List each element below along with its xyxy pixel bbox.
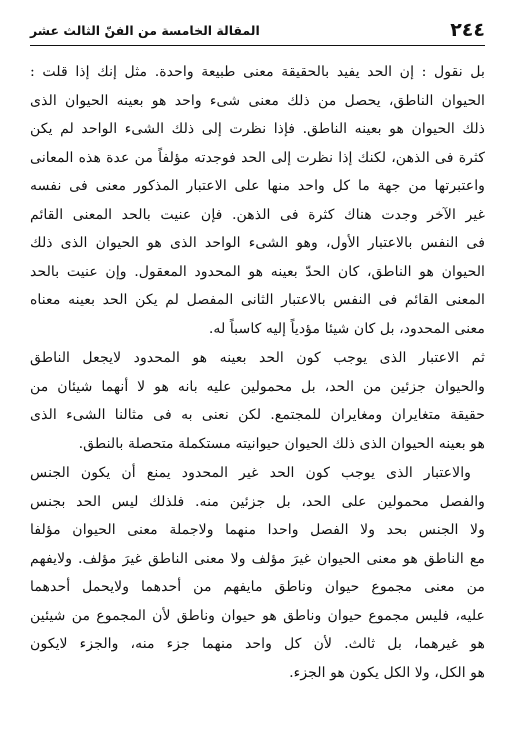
paragraph-1	[30, 58, 485, 343]
text-line: كثرة فى الذهن، لكنك إذا نظرت إلى الحد فوجدته مؤلفاً من عدة هذه المعانى	[30, 149, 485, 166]
text-line: بل نقول : إن الحد يفيد بالحقيقة معنى طبيعة واحدة. مثل إنك إذا قلت :	[30, 64, 485, 80]
text-line: والاعتبار الذى يوجب كون الحد غير المحدود يمنع أن يكون الجنس	[30, 465, 471, 481]
text-line: عليه، فليس مجموع حيوان وناطق هو حيوان وناطق لأن المجموع من شيئين	[30, 607, 485, 624]
text-body	[30, 58, 485, 687]
running-title: المقالة الخامسة من الفنّ الثالث عشر	[30, 23, 260, 38]
paragraph-3	[30, 459, 485, 687]
text-line: معنى المحدود، بل كان شيئا مؤدياً إليه كاسباً له.	[208, 320, 485, 337]
header-rule	[30, 45, 485, 46]
text-line: مع الناطق هو معنى الحيوان غيرَ مؤلف ولا معنى الناطق غيرَ مؤلف. ولايفهم	[30, 550, 485, 567]
text-line: ثم الاعتبار الذى يوجب كون الحد بعينه هو المحدود لايجعل الناطق	[30, 350, 485, 366]
paragraph-2	[30, 344, 485, 458]
text-line: حقيقة متغايران ومغايران للمجتمع. لكن نعنى به فى مثالنا الشىء الذى	[30, 407, 485, 423]
page-number: ٢٤٤	[450, 19, 485, 41]
text-line: ذلك الحيوان هو بعينه الناطق. فإذا نظرت إلى ذلك الشىء الواحد لم يكن	[30, 121, 485, 137]
text-line: هو غيرهما، بل ثالث. لأن كل واحد منهما جزء منه، والجزء لايكون	[30, 636, 485, 652]
text-line: الحيوان هو الناطق، كان الحدّ بعينه هو المحدود المعقول. وإن عنيت بالحد	[30, 263, 485, 280]
text-line: غير الآخر وجدت هناك كثرة فى الذهن. فإن عنيت بالحد المعنى القائم	[30, 206, 485, 223]
text-line: والحيوان جزئين من الحد، بل محمولين عليه بانه هو لا أنهما شيئان من	[30, 378, 485, 395]
text-line: فى النفس بالاعتبار الأول، وهو الشىء الواحد الذى هو الحيوان الذى ذلك	[30, 235, 485, 251]
page-header	[30, 12, 485, 42]
text-line: من معنى مجموع حيوان وناطق مايفهم من أحدهما ولايحمل أحدهما	[30, 579, 485, 595]
text-line: الحيوان الناطق، يحصل من ذلك معنى شىء واحد هو بعينه الحيوان الذى	[30, 92, 485, 109]
text-line: المعنى القائم فى النفس بالاعتبار الثانى المفصل لم يكن الحد بعينه معناه	[30, 292, 485, 308]
text-line: هو الكل، ولا الكل يكون هو الجزء.	[289, 664, 485, 681]
text-line: والفصل محمولين على الحد، بل جزئين منه. فلذلك ليس الحد بجنس	[30, 493, 485, 510]
text-line: هو بعينه الحيوان الذى ذلك الحيوان حيوانيته مستكملة متحصلة بالنطق.	[78, 435, 485, 452]
text-line: واعتبرتها من جهة ما كل واحد منها على الاعتبار المذكور معنى فى نفسه	[30, 178, 485, 194]
text-line: ولا الجنس بحد ولا الفصل واحدا منهما ولاجملة معنى الحيوان مؤلفا	[30, 522, 485, 538]
